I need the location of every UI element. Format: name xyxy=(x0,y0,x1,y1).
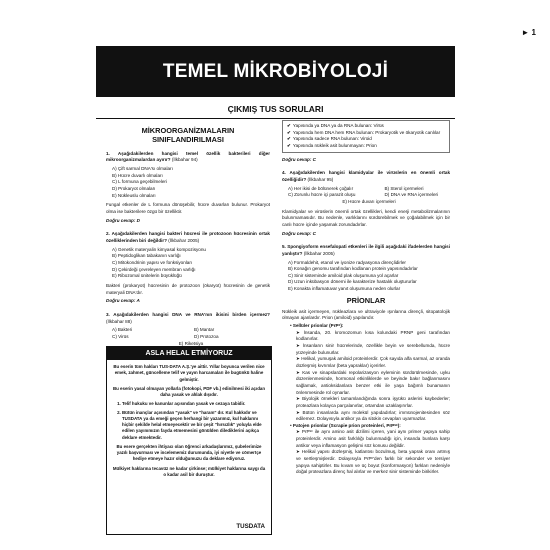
option-c: C) Sinir sisteminde amiloid plak oluşumuna yol açarlar xyxy=(288,272,399,278)
option-e: E) Ribozomal ünitelerin büyüklüğü xyxy=(112,273,182,279)
prion-item: ➤ Helikal yapısı düzleşmiş, katlantısı bozulmuş, beta yaprak oranı artmış ve sertleşmişlerdir. Dolayısıyla PrPᶜ'den farklı bir sekonder ve tersiyer yapıya sahiptirler. Bu kıvam ve üç boyut (konformasyon) farkları nedeniyle doğal proteazlara direnç hal alırlar ve merkez sinir sisteminde birikirler. xyxy=(296,449,450,475)
option-b: B) Konağın genomu tarafından kodlanan protein yapısındadırlar xyxy=(288,266,418,272)
answer: Doğru cevap: C xyxy=(282,156,316,162)
prion-item: ➤ Bütün insanlarda aynı molekül yapıdadırlar; immünojenitesinden söz edilemez. Dolayısıyla antikor ya da sitokin cevapları uyarmazlar. xyxy=(296,409,450,422)
option-c: C) Mitokondrinin yapısı ve fonksiyonları xyxy=(112,259,193,265)
prion-item: ➤ Helikal, yumuşak amiloid proteinlerdir. Çok sayıda alfa sarmal, az oranda düzleşmiş kıvrımlar (beta yapraklar) içerirler. xyxy=(296,356,450,368)
option-b: B) Sterol içermeleri xyxy=(384,185,424,191)
option-a: A) Çift sarmal DNA'sı olmaları xyxy=(112,166,173,172)
question-2 xyxy=(106,231,270,305)
check-item: Yapısında sadece RNA bulunan: Viroid xyxy=(292,136,372,142)
check-icon: ✔ xyxy=(287,129,291,135)
prion-item: ➤ İnsanda, 20. kromozomun kısa kolundaki PRNP geni tarafından kodlanırlar. xyxy=(296,329,450,342)
check-item: Yapısında hem DNA hem RNA bulunan: Prokaryotik ve ökaryotik canlılar xyxy=(292,129,441,135)
notice-paragraph: Bu eserin tüm hakları TUS-DATA A.Ş.'ye aittir. Yıllar boyunca verilen nice emek, zahmet, güncelleme telif ve yayın harcamaları ile bugünkü haline gelmiştir. xyxy=(113,364,265,382)
option-c: C) L formuna geçebilmeleri xyxy=(112,179,167,185)
option-d: D) Prokaryot olmaları xyxy=(112,186,156,192)
notice-paragraph: Mülkiyet haklarına tecavüz ne kadar çirkinse; mülkiyet haklarına saygı da o kadar asil bir duruştur. xyxy=(112,465,266,477)
option-b: B) Hücre duvarlı olmaları xyxy=(112,172,163,178)
page-number: ► 1 xyxy=(521,28,536,37)
option-b: B) Mantar xyxy=(194,327,215,333)
left-column xyxy=(106,127,270,347)
right-column: ✔ Yapısında ya DNA ya da RNA bulunan: Virüs ✔ Yapısında hem DNA hem RNA bulunan: Prokaryotik ve ökaryotik canlılar ✔ Yapısında sadece RNA bulunan: Viroid ✔ Yapısında nükleik asit bulunmayan: Prion Doğru cevap: C 4. Aşağıdakilerden hangisi klamidyalar ile virüslerin en önemli ortak özelliğidir? (İlkbahar 95) A) Her ikisi de bölünerek çoğalır B) Sterol içermeleri C) Zorunlu hücre içi parazit oluşu D) DNA ve RNA içermeleri E) Hücre duvarı içermeleri Klamidyalar ve virüslerin önemli ortak özellikleri, kendi enerji metabolizmalarının bulunmamasıdır. Bu nedenle, varlıklarını sürdürebilmek ve çoğalabilmek için bir canlı hücre içinde yaşamak zorundadırlar. Doğru cevap: C 5. Spongiyoform ensefalopati etkenleri ile ilgili aşağıdaki ifadelerden hangisi yanlıştır? (İlkbahar 2005) A) Formaldehit, etanol ve iyonize radyasyona dirençlidirler B) Konağın genomu tarafından kodlanan protein yapısındadırlar C) Sinir sisteminde amiloid plak oluşumuna yol açarlar D) Uzun inkübasyon dönemi ile karakterize hastalık oluştururlar E) Konakta inflamatuvar yanıt oluşumuna neden olurlar PRİONLAR Nükleik asit içermeyen, nükleazlara ve ultraviyole ışınlarına dirençli, sitopatolojik olmayan ajanlardır. Prion (amiloid) yapılarıdır. • Sellüler prionlar (PrPᶜ): ➤ İnsanda, 20. kromozomun kısa kolundaki PRNP geni tarafından kodlanırlar. ➤ İnsanların sinir hücrelerinde, özellikle beyin ve serebellumda, hücre yüzeyinde bulunurlar. ➤ Helikal, yumuşak amiloid proteinlerdir. Çok sayıda alfa sarmal, az oranda düzleşmiş kıvrımlar (beta yapraklar) içerirler. ➤ Kas ve sinapslardaki repolarizasyon eyleminin sürdürülmesinde, uyku düzenlenmesinde, hormonal etkinliklerde ve beyinde bakır bağlanmasını sağlamak, antioksidanlara benzer etki ile yaşa bağımlı bunamanın önlenmesinde rol oynarlar. ➤ Biyolojik örnekleri tamamlandığında sonra işyükü aslerini kaybederler; proteazlara kolayca parçalanırlar, ortamdan uzaklaşırırlar. ➤ Bütün insanlarda aynı molekül yapıdadırlar; immünojenitesinden söz edilemez. Dolayısıyla antikor ya da sitokin cevapları uyarmazlar. • Patojen prionlar (Scrapie prion proteinleri, PrPˢᶜ): ➤ PrPˢᶜ ile aynı amino asit dizilimi içeren, yani aynı primer yapıya sahip proteinlerdir. Amino asit farklılığı bulunmadığı için, insanda bunlara karşı antikor veya inflamasyon gelişimi söz konusu değildir. ➤ Helikal yapısı düzleşmiş, katlantısı bozulmuş, beta yaprak oranı artmış ve sertleşmişlerdir. Dolayısıyla PrPᶜ'den farklı bir sekonder ve tersiyer yapıya sahiptirler. Bu kıvam ve üç boyut (konformasyon) farkları nedeniyle doğal proteazlara direnç hal alırlar ve merkez sinir sisteminde birikirler. xyxy=(282,120,450,476)
explanation: Fungal etkenler de L formuna dönüşebilir, hücre duvarları bulunur. Prokaryot olma ise bakterilere özgü bir özelliktir. xyxy=(106,202,270,214)
check-icon: ✔ xyxy=(287,123,291,128)
explanation: Bakteri (prokaryot) hücresinin de protozoon (ökaryot) hücresinin de genetik materyali DNA'dır. xyxy=(106,282,270,295)
notice-paragraph: Bu esere gerçekten ihtiyacı olan öğrenci arkadaşlarımız, şubelerimize yazılı başvurması ve incelememiz durumunda, iyi niyetle ve cömertçe hediye etmeye hazır olduğumuzu da deklare ediyoruz. xyxy=(116,443,262,462)
option-a: A) Formaldehit, etanol ve iyonize radyasyona dirençlidirler xyxy=(288,259,406,265)
check-icon: ✔ xyxy=(287,136,291,142)
question-text: 5. Spongiyoform ensefalopati etkenleri ile ilgili aşağıdaki ifadelerden hangisi yanlıştır? xyxy=(282,244,450,256)
option-d: D) DNA ve RNA içermeleri xyxy=(384,192,439,198)
answer: Doğru cevap: A xyxy=(106,298,140,304)
copyright-notice xyxy=(106,346,272,535)
option-d: D) Protozoa xyxy=(194,333,219,339)
pathogen-prions-title: Patojen prionlar (Scrapie prion proteinleri, PrPˢᶜ): xyxy=(292,422,401,428)
question-3 xyxy=(106,312,270,347)
nucleic-acid-checklist xyxy=(282,120,450,153)
prion-item: ➤ Kas ve sinapslardaki repolarizasyon eyleminin sürdürülmesinde, uyku düzenlenmesinde, hormonal etkinliklerde ve beyinde bakır bağlanmasını sağlamak, antioksidanlara benzer etki ile yaşa bağımlı bunamanın önlenmesinde rol oynarlar. xyxy=(296,369,450,395)
question-source: (İlkbahar 88) xyxy=(106,318,132,324)
question-source: (İlkbahar 94) xyxy=(171,157,198,163)
answer: Doğru cevap: C xyxy=(282,230,316,236)
check-item: Yapısında nükleik asit bulunmayan: Prion xyxy=(292,142,377,148)
question-source: (İlkbahar 2005) xyxy=(303,250,335,256)
explanation: Klamidyalar ve virüslerin önemli ortak özellikleri, kendi enerji metabolizmalarının bulunmamasıdır. Bu nedenle, varlıklarını sürdürebilmek ve çoğalabilmek için bir canlı hücre içinde yaşamak zorundadırlar. xyxy=(282,208,450,227)
option-a: A) Genetik materyalin kimyasal kompozisyonu xyxy=(112,246,206,252)
prion-item: ➤ Biyolojik örnekleri tamamlandığında sonra işyükü aslerini kaybederler; proteazlara kolayca parçalanırlar, ortamdan uzaklaşırırlar. xyxy=(296,396,450,408)
question-4 xyxy=(282,170,450,237)
option-b: B) Peptidoglikan tabakanın varlığı xyxy=(112,253,181,259)
option-d: D) Çekirdeği çevreleyen membran varlığı xyxy=(112,266,196,272)
notice-item: 2. Bütün inançlar açısından "yasak" ve "haram" dır. Kul hakkıdır ve TUSDATA ya da emeği geçen herhangi bir yazarımız, kul haklarını hiçbir şekilde helal etmeyecektir ve bir çeşit "hırsızlık" yoluyla elde edilen yayınımızın fayda etmemesini gönülden dilediklerini açıkça deklare etmektedir. xyxy=(122,410,266,441)
option-d: D) Uzun inkübasyon dönemi ile karakterize hastalık oluştururlar xyxy=(288,279,417,285)
question-source: (İlkbahar 95) xyxy=(307,176,334,182)
question-text: 2. Aşağıdakilerden hangisi bakteri hücresi ile protozoon hücresinin ortak özelliklerinden biri değildir? xyxy=(106,231,270,243)
notice-heading: ASLA HELAL ETMİYORUZ xyxy=(107,347,271,360)
prion-item: ➤ PrPˢᶜ ile aynı amino asit dizilimi içeren, yani aynı primer yapıya sahip proteinlerdir. Amino asit farklılığı bulunmadığı için, insanda bunlara karşı antikor veya inflamasyon gelişimi söz konusu değildir. xyxy=(296,429,450,448)
section-title: MİKROORGANİZMALARIN SINIFLANDIRILMASI xyxy=(141,126,235,144)
question-text: 1. Aşağıdakilerden hangisi temel özellik bakterileri diğer mikroorganizmalardan ayırır? xyxy=(106,150,270,163)
option-e: E) Riketsiya xyxy=(178,340,204,346)
check-item: Yapısında ya DNA ya da RNA bulunan: Virüs xyxy=(292,123,384,128)
option-a: A) Her ikisi de bölünerek çoğalır xyxy=(288,185,354,191)
page-subtitle: ÇIKMIŞ TUS SORULARI xyxy=(227,104,324,114)
cellular-prions-title: Sellüler prionlar (PrPᶜ): xyxy=(292,322,344,328)
prion-item: ➤ İnsanların sinir hücrelerinde, özellikle beyin ve serebellumda, hücre yüzeyinde bulunurlar. xyxy=(296,342,450,355)
notice-signature: TUSDATA xyxy=(236,523,265,530)
page-title: TEMEL MİKROBİYOLOJİ xyxy=(96,46,455,97)
option-e: E) Nükleuslu olmaları xyxy=(112,192,156,198)
question-text: 3. Aşağıdakilerden hangisi DNA ve RNA'nın ikisini birden içermez? xyxy=(106,311,270,317)
option-e: E) Hücre duvarı içermeleri xyxy=(342,198,396,204)
option-c: C) Virüs xyxy=(112,333,129,339)
answer: Doğru cevap: D xyxy=(106,217,140,223)
option-c: C) Zorunlu hücre içi parazit oluşu xyxy=(288,192,356,198)
notice-paragraph: Bu eserin yasal olmayan yollarla (fotokopi, PDF vb.) edinilmesi iki açıdan daha yasak ve ahlak dışıdır. xyxy=(112,385,265,397)
question-text: 4. Aşağıdakilerden hangisi klamidyalar ile virüslerin en önemli ortak özelliğidir? xyxy=(282,170,450,182)
header-divider xyxy=(96,118,455,119)
prions-title: PRİONLAR xyxy=(346,295,386,305)
check-icon: ✔ xyxy=(287,142,291,148)
prions-intro: Nükleik asit içermeyen, nükleazlara ve ultraviyole ışınlarına dirençli, sitopatolojik olmayan ajanlardır. Prion (amiloid) yapılarıdır. xyxy=(282,308,450,321)
question-source: (İlkbahar 2005) xyxy=(168,237,200,243)
option-a: A) Bakteri xyxy=(112,327,133,333)
question-5 xyxy=(282,244,450,293)
option-e: E) Konakta inflamatuvar yanıt oluşumuna neden olurlar xyxy=(288,286,401,292)
question-1 xyxy=(106,151,270,225)
notice-item: 1. Telif hukuku ve kanunlar açısından yasak ve cezaya tabidir. xyxy=(122,401,266,407)
